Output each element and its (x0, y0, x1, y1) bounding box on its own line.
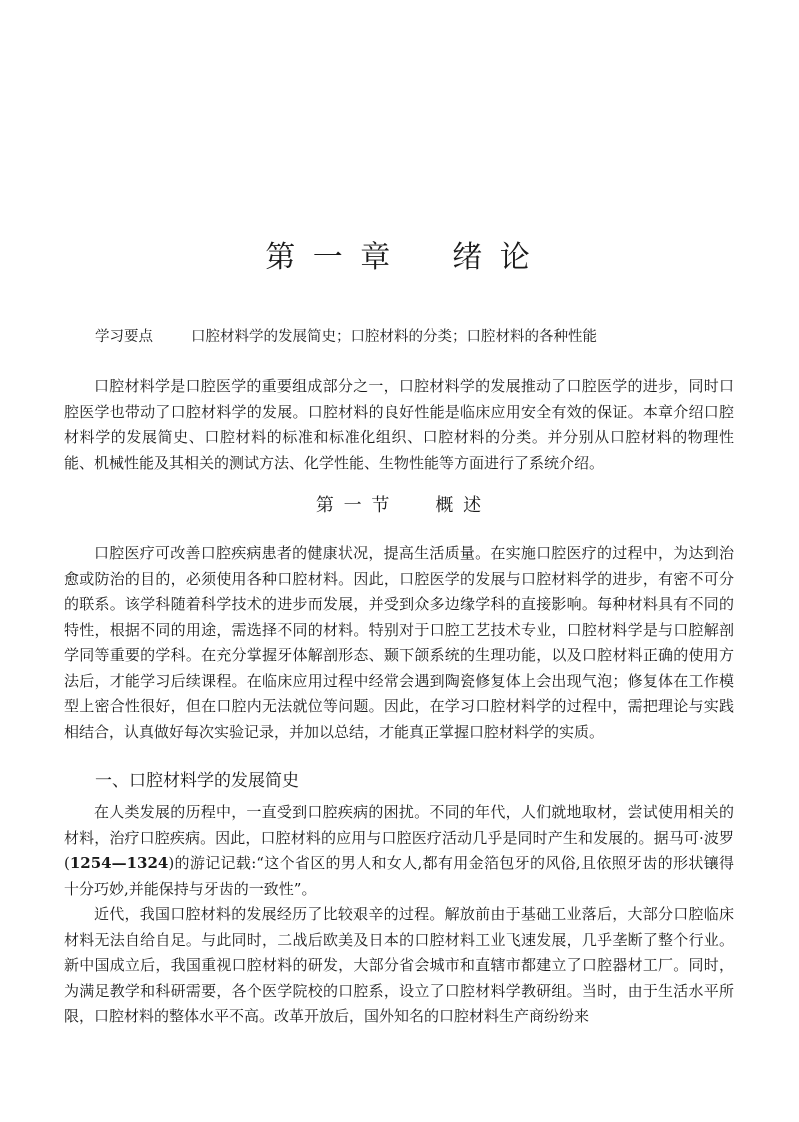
section-title: 概 述 (435, 495, 484, 516)
section-heading (0, 493, 799, 519)
modern-paragraph: 近代，我国口腔材料的发展经历了比较艰辛的过程。解放前由于基础工业落后，大部分口腔临床材料无法自给自足。与此同时，二战后欧美及日本的口腔材料工业飞速发展，几乎垄断了整个行业。新中国成立后，我国重视口腔材料的研发，大部分省会城市和直辖市都建立了口腔器材工厂。同时，为满足教学和科研需要，各个医学院校的口腔系，设立了口腔材料学教研组。当时，由于生活水平所限，口腔材料的整体水平不高。改革开放后，国外知名的口腔材料生产商纷纷来 (64, 905, 734, 1025)
chapter-heading (0, 238, 799, 278)
chapter-number: 第 一 章 (265, 240, 395, 275)
history-text-1: 在人类发展的历程中，一直受到口腔疾病的困扰。不同的年代，人们就地取材，尝试使用相关的材料，治疗口腔疾病。因此，口腔材料的应用与口腔医疗活动几乎是同时产生和发展的。据马可·波罗( (64, 803, 734, 872)
key-points-text: 口腔材料学的发展简史；口腔材料的分类；口腔材料的各种性能 (191, 329, 597, 345)
section-number: 第 一 节 (315, 495, 392, 516)
history-years: 1254—1324 (69, 854, 169, 872)
history-text-2: )的游记记载:“这个省区的男人和女人,都有用金箔包牙的风俗,且依照牙齿的形状镶得十分巧妙,并能保持与牙齿的一致性”。 (64, 854, 734, 898)
history-paragraph (64, 800, 734, 902)
subsection-heading: 一、口腔材料学的发展简史 (95, 771, 299, 791)
key-points (95, 326, 597, 348)
chapter-title: 绪 论 (452, 240, 534, 275)
overview-paragraph: 口腔医疗可改善口腔疾病患者的健康状况，提高生活质量。在实施口腔医疗的过程中，为达到治愈或防治的目的，必须使用各种口腔材料。因此，口腔医学的发展与口腔材料学的进步，有密不可分的联系。该学科随着科学技术的进步而发展，并受到众多边缘学科的直接影响。每种材料具有不同的特性，根据不同的用途，需选择不同的材料。特别对于口腔工艺技术专业，口腔材料学是与口腔解剖学同等重要的学科。在充分掌握牙体解剖形态、颞下颌系统的生理功能，以及口腔材料正确的使用方法后，才能学习后续课程。在临床应用过程中经常会遇到陶瓷修复体上会出现气泡；修复体在工作模型上密合性很好，但在口腔内无法就位等问题。因此，在学习口腔材料学的过程中，需把理论与实践相结合，认真做好每次实验记录，并加以总结，才能真正掌握口腔材料学的实质。 (64, 544, 734, 741)
key-points-label: 学习要点 (95, 329, 153, 345)
intro-paragraph: 口腔材料学是口腔医学的重要组成部分之一，口腔材料学的发展推动了口腔医学的进步，同时口腔医学也带动了口腔材料学的发展。口腔材料的良好性能是临床应用安全有效的保证。本章介绍口腔材料学的发展简史、口腔材料的标准和标准化组织、口腔材料的分类。并分别从口腔材料的物理性能、机械性能及其相关的测试方法、化学性能、生物性能等方面进行了系统介绍。 (64, 377, 734, 472)
